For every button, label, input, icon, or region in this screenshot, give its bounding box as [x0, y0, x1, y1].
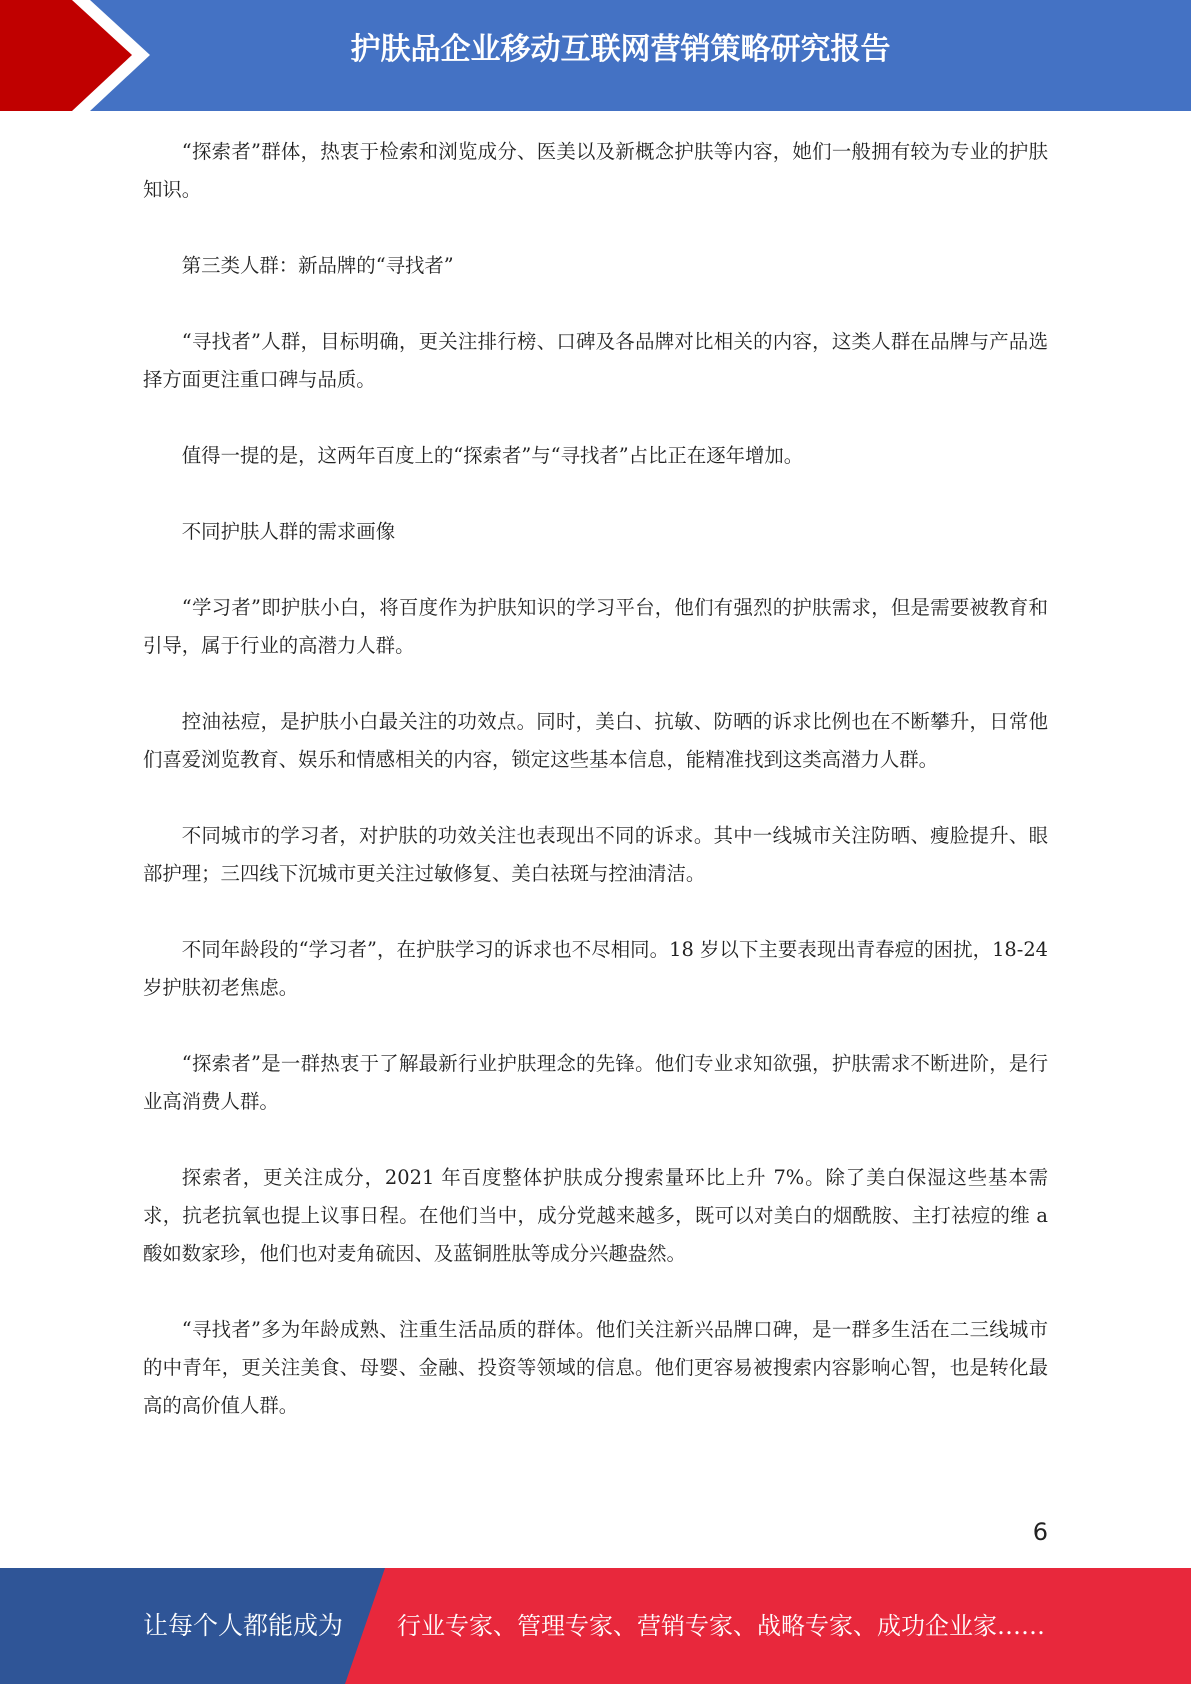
paragraph: 第三类人群：新品牌的“寻找者” [181, 254, 454, 277]
paragraph: 控油祛痘，是护肤小白最关注的功效点。同时，美白、抗敏、防晒的诉求比例也在不断攀升，日常他们喜爱浏览教育、娱乐和情感相关的内容，锁定这些基本信息，能精准找到这类高潜力人群。 [143, 710, 1048, 771]
paragraph: 不同城市的学习者，对护肤的功效关注也表现出不同的诉求。其中一线城市关注防晒、瘦脸提升、眼部护理；三四线下沉城市更关注过敏修复、美白祛斑与控油清洁。 [143, 824, 1048, 885]
page-footer [0, 1568, 1191, 1684]
page-header [0, 0, 1191, 111]
page-number: 6 [1032, 1518, 1048, 1546]
paragraph: 值得一提的是，这两年百度上的“探索者”与“寻找者”占比正在逐年增加。 [181, 444, 804, 467]
footer-slogan-right: 行业专家、管理专家、营销专家、战略专家、成功企业家…… [397, 1612, 1045, 1640]
document-body [143, 133, 1048, 1463]
paragraph: “探索者”群体，热衷于检索和浏览成分、医美以及新概念护肤等内容，她们一般拥有较为专业的护肤知识。 [143, 140, 1048, 201]
paragraph: “学习者”即护肤小白，将百度作为护肤知识的学习平台，他们有强烈的护肤需求，但是需要被教育和引导，属于行业的高潜力人群。 [143, 596, 1048, 657]
paragraph: 不同年龄段的“学习者”，在护肤学习的诉求也不尽相同。18 岁以下主要表现出青春痘的困扰，18-24 岁护肤初老焦虑。 [143, 938, 1048, 999]
paragraph: “探索者”是一群热衷于了解最新行业护肤理念的先锋。他们专业求知欲强，护肤需求不断进阶，是行业高消费人群。 [143, 1052, 1048, 1113]
paragraph: “寻找者”人群，目标明确，更关注排行榜、口碑及各品牌对比相关的内容，这类人群在品牌与产品选择方面更注重口碑与品质。 [143, 330, 1048, 391]
header-arrow-decoration [0, 0, 160, 111]
paragraph: 探索者，更关注成分，2021 年百度整体护肤成分搜索量环比上升 7%。除了美白保湿这些基本需求，抗老抗氧也提上议事日程。在他们当中，成分党越来越多，既可以对美白的烟酰胺、主打祛痘的维 a 酸如数家珍，他们也对麦角硫因、及蓝铜胜肽等成分兴趣盎然。 [143, 1166, 1048, 1265]
footer-slogan-left: 让每个人都能成为 [143, 1611, 344, 1640]
page-title: 护肤品企业移动互联网营销策略研究报告 [350, 32, 891, 67]
paragraph: 不同护肤人群的需求画像 [181, 520, 396, 543]
paragraph: “寻找者”多为年龄成熟、注重生活品质的群体。他们关注新兴品牌口碑，是一群多生活在二三线城市的中青年，更关注美食、母婴、金融、投资等领域的信息。他们更容易被搜索内容影响心智，也是转化最高的高价值人群。 [143, 1318, 1048, 1417]
